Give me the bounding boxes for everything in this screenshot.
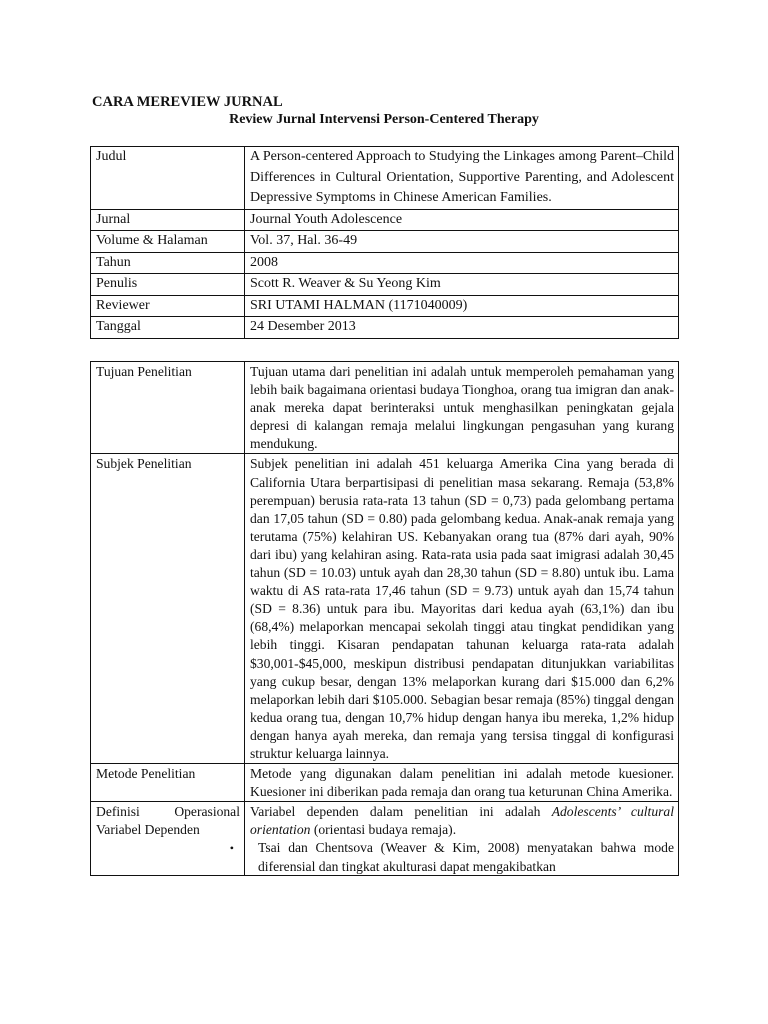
metode-value: Metode yang digunakan dalam penelitian ini adalah metode kuesioner. Kuesioner ini diberikan pada remaja dan orang tua keturunan China Amerika. bbox=[245, 764, 679, 802]
info-label: Jurnal bbox=[91, 209, 245, 231]
definisi-intro-emphasis: Adolescents’ cultural orientation bbox=[250, 804, 674, 838]
definisi-value bbox=[245, 802, 679, 876]
info-value: Journal Youth Adolescence bbox=[245, 209, 679, 231]
info-value: 24 Desember 2013 bbox=[245, 317, 679, 339]
info-label: Reviewer bbox=[91, 295, 245, 317]
definisi-intro-tail: (orientasi budaya remaja). bbox=[310, 822, 457, 838]
info-label: Judul bbox=[91, 147, 245, 210]
document-subheading: Review Jurnal Intervensi Person-Centered Therapy bbox=[229, 112, 539, 127]
review-table bbox=[90, 361, 679, 876]
subjek-value: Subjek penelitian ini adalah 451 keluarga Amerika Cina yang berada di California Utara berpartisipasi di penelitian masa sekarang. Remaja (53,8% perempuan) berusia rata-rata 13 tahun (SD = 0,73) pada gelombang pertama dan 17,05 tahun (SD = 0.80) pada gelombang kedua. Anak-anak remaja yang terutama (75%) kelahiran US. Kebanyakan orang tua (87% dari ayah, 90% dari ibu) yang kelahiran asing. Rata-rata usia pada saat imigrasi adalah 30,45 tahun (SD = 10.03) untuk ayah dan 28,30 tahun (SD = 8.80) untuk ibu. Lama waktu di AS rata-rata 17,46 tahun (SD = 9.73) untuk ayah dan 15,74 tahun (SD = 8.36) untuk para ibu. Mayoritas dari kedua ayah (63,1%) dan ibu (68,4%) melaporkan mencapai sekolah tinggi atau tingkat pendidikan yang lebih tinggi. Kisaran pendapatan tahunan keluarga rata-rata adalah $30,001-$45,000, meskipun distribusi pendapatan ditunjukkan variabilitas yang cukup besar, dengan 13% melaporkan kurang dari $15.000 dan 6,2% melaporkan lebih dari $105.000. Sebagian besar remaja (85%) tinggal dengan kedua orang tua, dengan 10,7% hidup dengan hanya ibu mereka, 1,2% hidup dengan hanya ayah mereka, dan remaja yang tersisa tinggal di konfigurasi struktur keluarga lainnya. bbox=[245, 454, 679, 764]
tujuan-value: Tujuan utama dari penelitian ini adalah untuk memperoleh pemahaman yang lebih baik bagaimana orientasi budaya Tionghoa, orang tua imigran dan anak-anak mereka dapat berinteraksi untuk menghasilkan peningkatan gejala depresi di kalangan remaja melalui lingkungan pengasuhan yang kurang mendukung. bbox=[245, 362, 679, 454]
metode-label: Metode Penelitian bbox=[91, 764, 245, 802]
table-row bbox=[91, 362, 679, 454]
table-row bbox=[91, 454, 679, 764]
info-value: 2008 bbox=[245, 252, 679, 274]
info-label: Volume & Halaman bbox=[91, 231, 245, 253]
table-row bbox=[91, 295, 679, 317]
tujuan-label: Tujuan Penelitian bbox=[91, 362, 245, 454]
table-row bbox=[91, 802, 679, 876]
journal-info-table bbox=[90, 146, 679, 339]
bullet-icon: • bbox=[229, 841, 234, 856]
table-row bbox=[91, 209, 679, 231]
info-value: A Person-centered Approach to Studying the Linkages among Parent–Child Differences in Cultural Orientation, Supportive Parenting, and Adolescent Depressive Symptoms in Chinese American Families. bbox=[245, 147, 679, 210]
table-row bbox=[91, 764, 679, 802]
document-heading: CARA MEREVIEW JURNAL bbox=[92, 94, 283, 110]
table-row bbox=[91, 231, 679, 253]
info-label: Penulis bbox=[91, 274, 245, 296]
info-value: Scott R. Weaver & Su Yeong Kim bbox=[245, 274, 679, 296]
info-value: SRI UTAMI HALMAN (1171040009) bbox=[245, 295, 679, 317]
definisi-intro: Variabel dependen dalam penelitian ini adalah bbox=[250, 804, 552, 820]
table-row bbox=[91, 317, 679, 339]
definisi-label-cell bbox=[91, 802, 245, 876]
info-value: Vol. 37, Hal. 36-49 bbox=[245, 231, 679, 253]
table-row bbox=[91, 252, 679, 274]
definisi-paragraph: Tsai dan Chentsova (Weaver & Kim, 2008) menyatakan bahwa mode diferensial dan tingkat akulturasi dapat mengakibatkan bbox=[258, 840, 674, 874]
definisi-label: Definisi Operasional Variabel Dependen bbox=[96, 804, 240, 838]
table-row bbox=[91, 147, 679, 210]
table-row bbox=[91, 274, 679, 296]
info-label: Tahun bbox=[91, 252, 245, 274]
subjek-label: Subjek Penelitian bbox=[91, 454, 245, 764]
info-label: Tanggal bbox=[91, 317, 245, 339]
